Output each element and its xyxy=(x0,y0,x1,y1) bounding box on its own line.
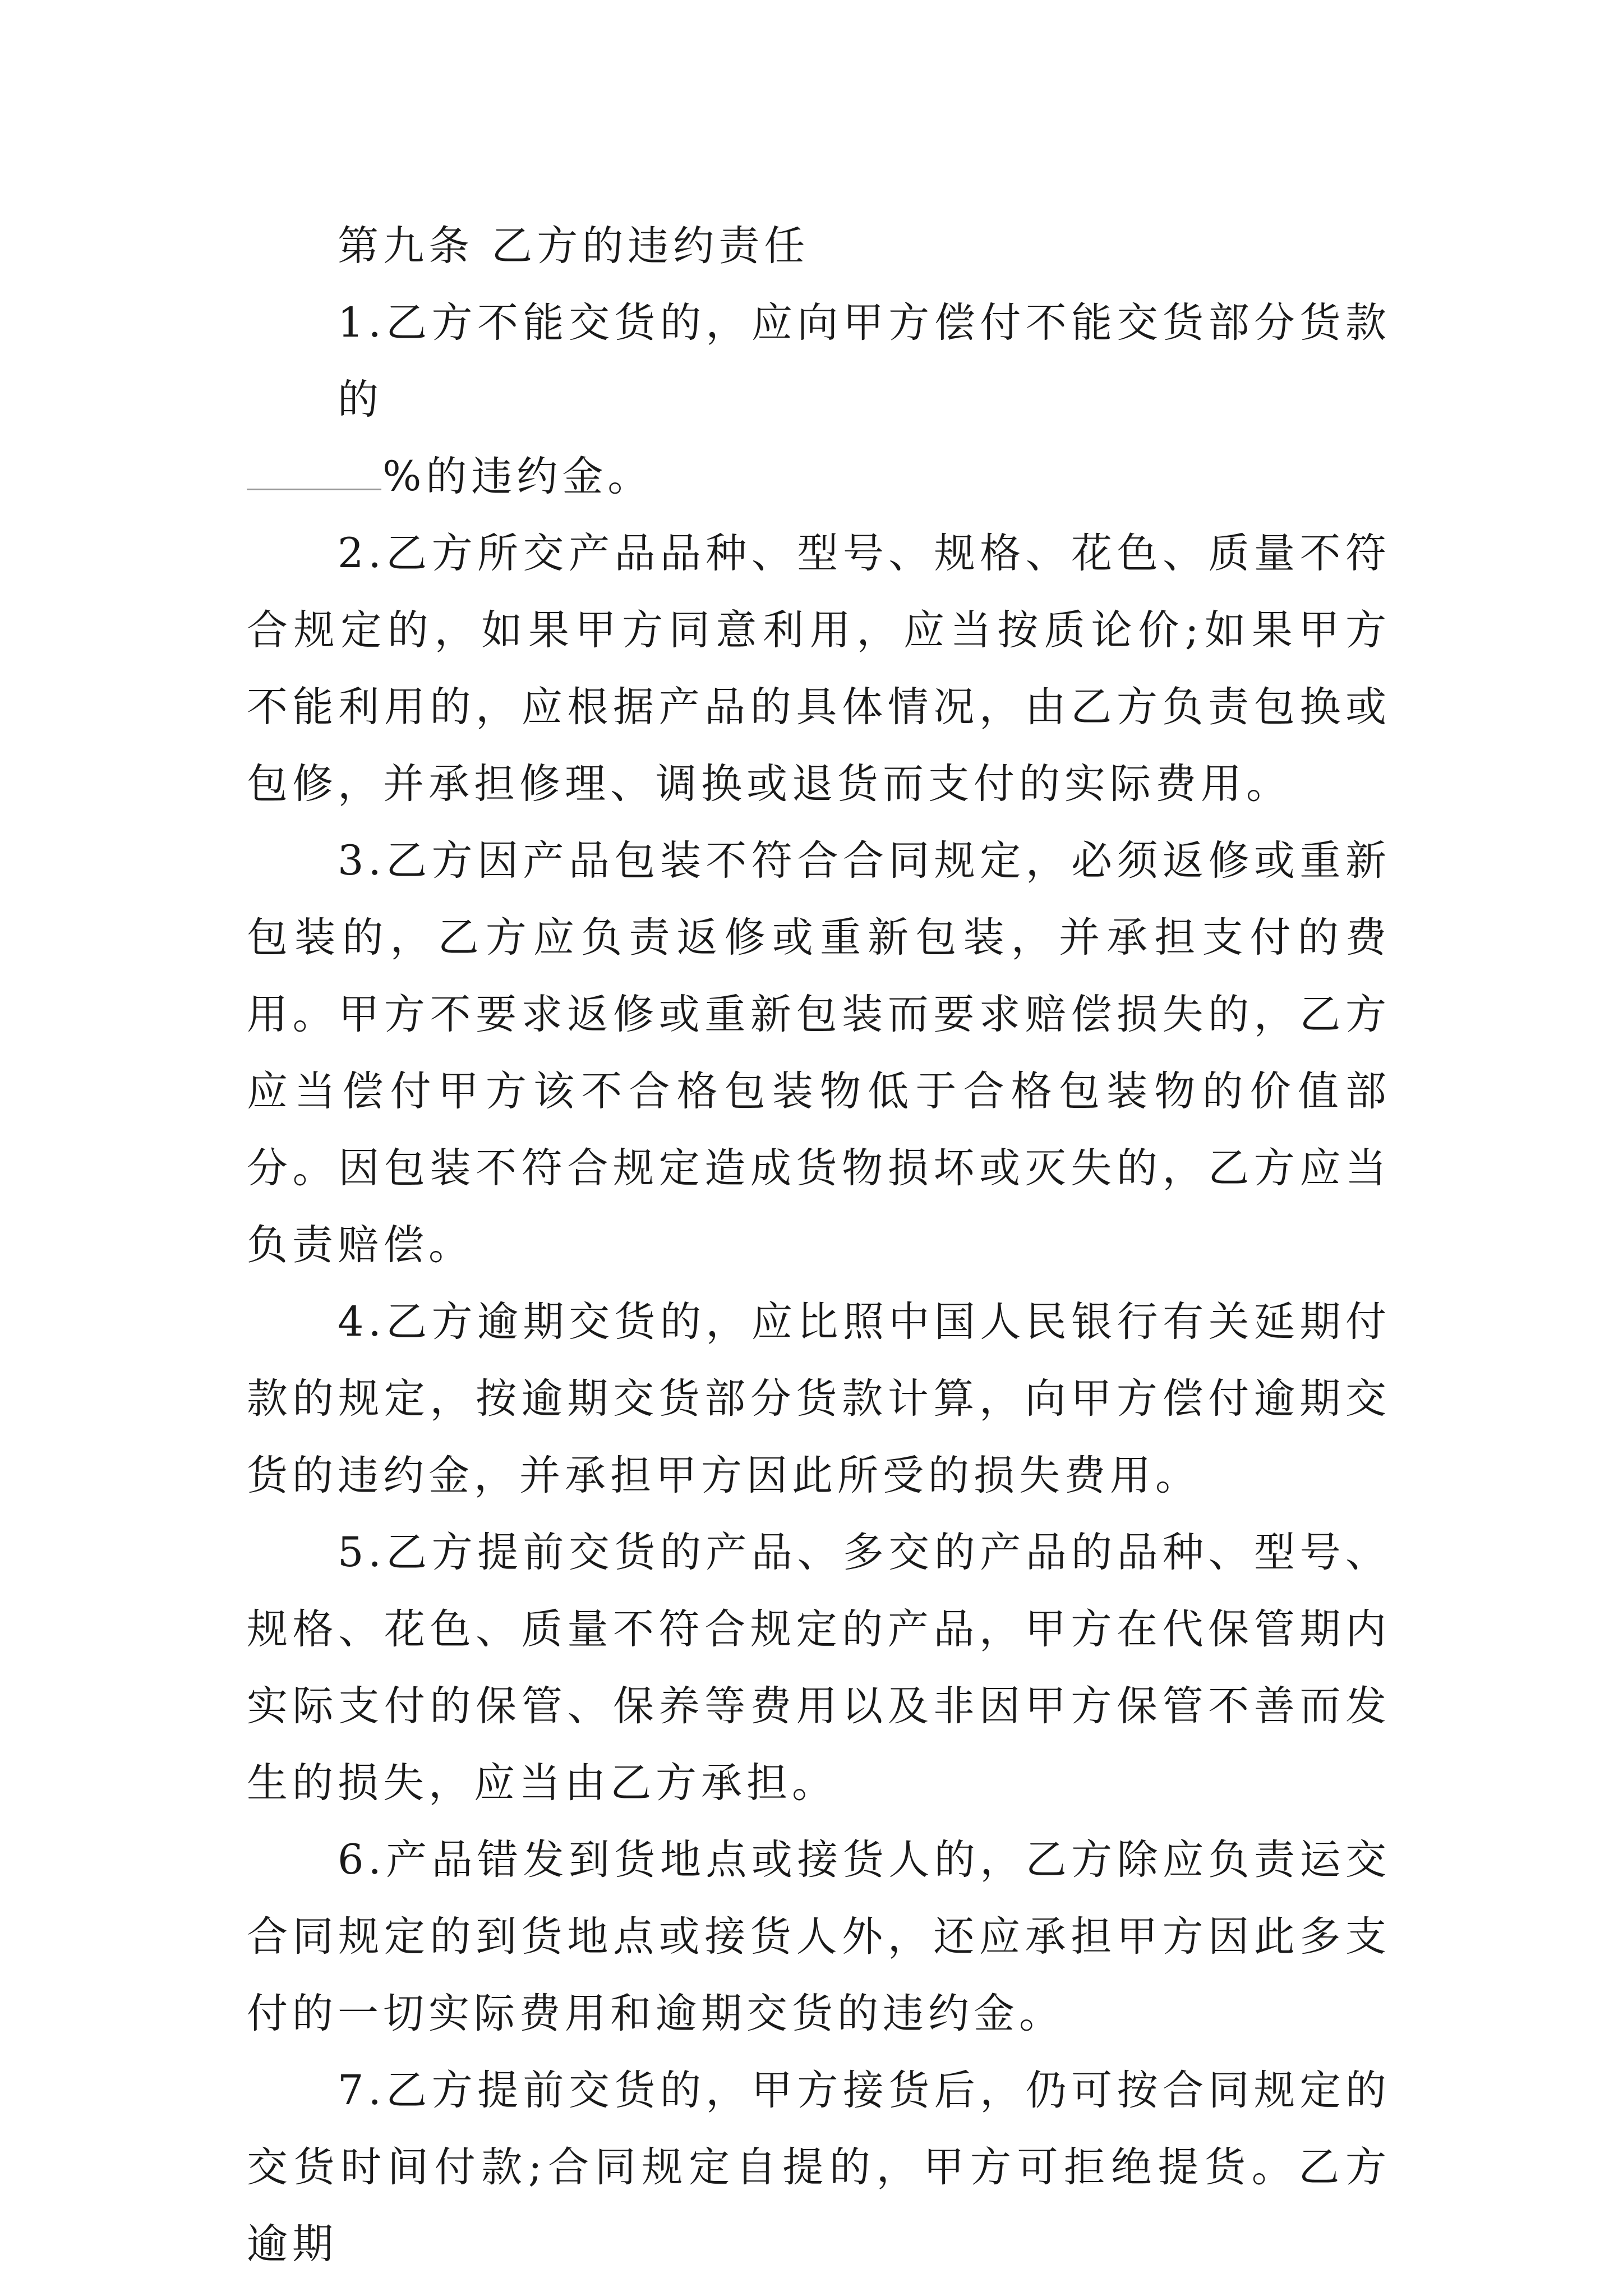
clause-1-text: 1.乙方不能交货的，应向甲方偿付不能交货部分货款的 xyxy=(338,299,1391,424)
clause-4: 4.乙方逾期交货的，应比照中国人民银行有关延期付款的规定，按逾期交货部分货款计算，向甲方偿付逾期交货的违约金，并承担甲方因此所受的损失费用。 xyxy=(247,1298,1391,1499)
article-heading: 第九条 乙方的违约责任 xyxy=(338,222,810,270)
clause-5: 5.乙方提前交货的产品、多交的产品的品种、型号、规格、花色、质量不符合规定的产品，甲方在代保管期内实际支付的保管、保养等费用以及非因甲方保管不善而发生的损失，应当由乙方承担。 xyxy=(247,1529,1391,1807)
contract-body xyxy=(247,208,1391,2283)
clause-2: 2.乙方所交产品品种、型号、规格、花色、质量不符合规定的，如果甲方同意利用，应当按质论价;如果甲方不能利用的，应根据产品的具体情况，由乙方负责包换或包修，并承担修理、调换或退货而支付的实际费用。 xyxy=(247,530,1391,808)
percentage-blank-field xyxy=(247,455,381,490)
clause-3: 3.乙方因产品包装不符合合同规定，必须返修或重新包装的，乙方应负责返修或重新包装，并承担支付的费用。甲方不要求返修或重新包装而要求赔偿损失的，乙方应当偿付甲方该不合格包装物低于合格包装物的价值部分。因包装不符合规定造成货物损坏或灭失的，乙方应当负责赔偿。 xyxy=(247,837,1391,1269)
clause-1-suffix: %的违约金。 xyxy=(382,453,653,500)
clause-6: 6.产品错发到货地点或接货人的，乙方除应负责运交合同规定的到货地点或接货人外，还应承担甲方因此多支付的一切实际费用和逾期交货的违约金。 xyxy=(247,1836,1391,2037)
clause-7: 7.乙方提前交货的，甲方接货后，仍可按合同规定的交货时间付款;合同规定自提的，甲方可拒绝提货。乙方逾期 xyxy=(247,2067,1391,2268)
clause-1 xyxy=(247,284,1391,515)
